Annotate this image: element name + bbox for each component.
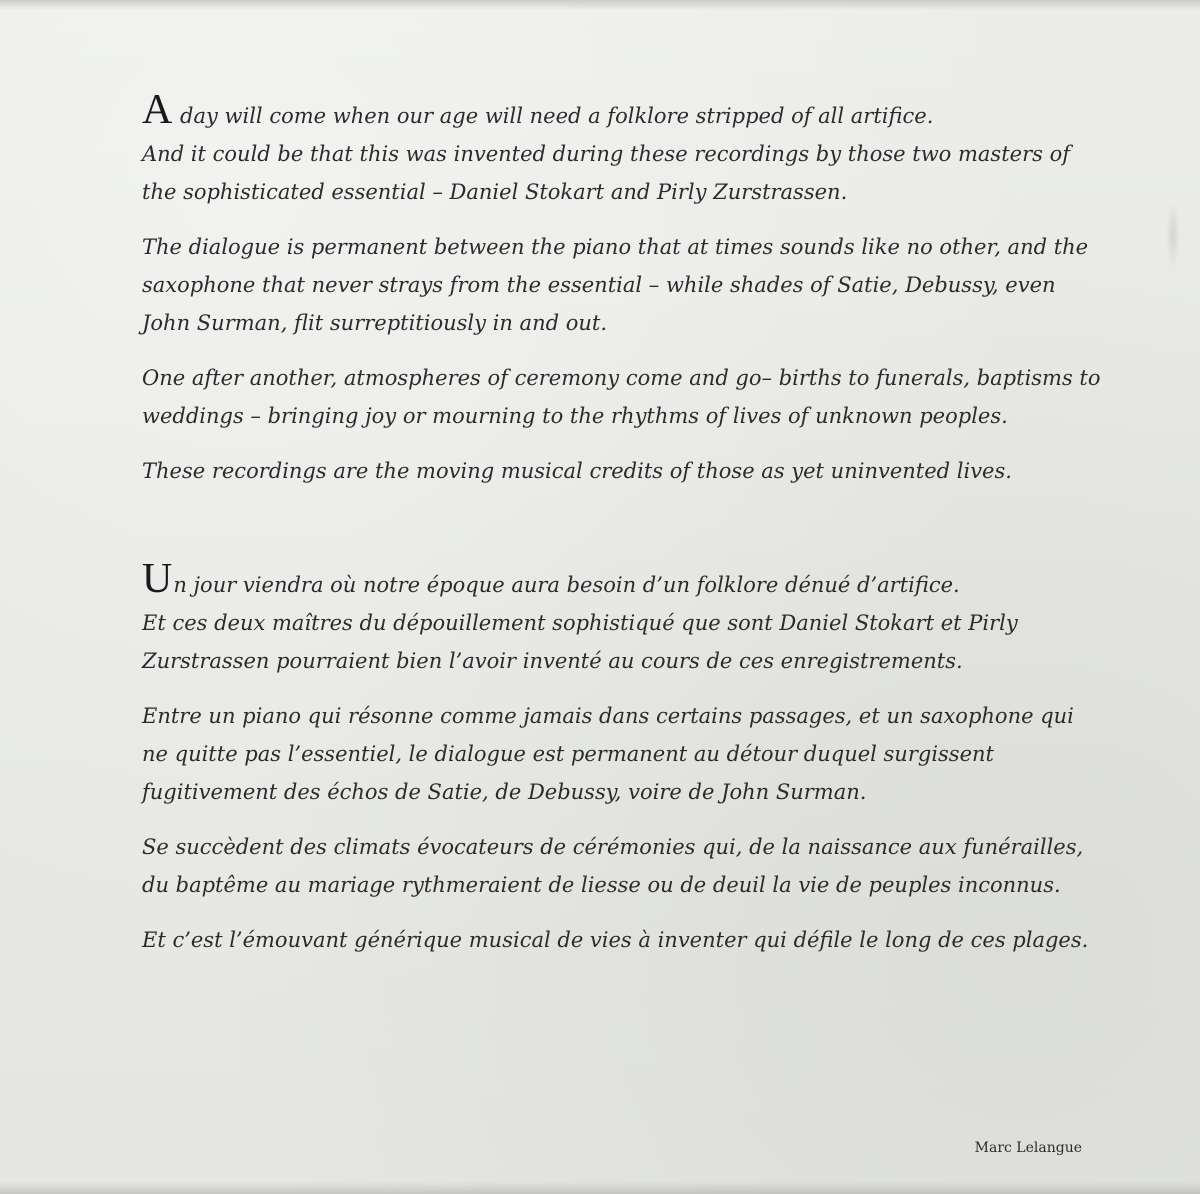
english-paragraph-1 [142, 87, 1102, 211]
french-paragraph-3: Se succèdent des climats évocateurs de cérémonies qui, de la naissance aux funérailles, du baptême au mariage rythmeraient de liesse ou de deuil la vie de peuples inconnus. [142, 835, 1084, 897]
english-section [142, 87, 1102, 490]
page-bottom-edge [0, 1182, 1200, 1194]
liner-notes-text [142, 87, 1102, 976]
paper-crease [1166, 200, 1180, 270]
english-paragraph-3: One after another, atmospheres of ceremony come and go– births to funerals, baptisms to weddings – bringing joy or mourning to the rhythms of lives of unknown peoples. [142, 366, 1101, 428]
french-drop-cap: U [142, 556, 173, 602]
french-paragraph-1 [142, 556, 1102, 680]
french-paragraph-1-text: n jour viendra où notre époque aura besoin d’un folklore dénué d’artifice. Et ces deux maîtres du dépouillement sophistiqué que sont Daniel Stokart et Pirly Zurstrassen pourraient bien l’avoir inventé au cours de ces enregistrements. [142, 573, 1018, 673]
english-paragraph-4: These recordings are the moving musical credits of those as yet uninvented lives. [142, 459, 1012, 483]
french-section [142, 556, 1102, 959]
english-drop-cap: A [142, 87, 173, 133]
author-signature: Marc Lelangue [974, 1140, 1082, 1156]
french-paragraph-2: Entre un piano qui résonne comme jamais dans certains passages, et un saxophone qui ne quitte pas l’essentiel, le dialogue est permanent au détour duquel surgissent fugitivement des échos de Satie, de Debussy, voire de John Surman. [142, 704, 1074, 804]
english-paragraph-1-text: day will come when our age will need a folklore stripped of all artifice. And it could be that this was invented during these recordings by those two masters of the sophisticated essential – Daniel Stokart and Pirly Zurstrassen. [142, 104, 1070, 204]
french-paragraph-4: Et c’est l’émouvant générique musical de vies à inventer qui défile le long de ces plages. [142, 928, 1089, 952]
english-paragraph-2: The dialogue is permanent between the piano that at times sounds like no other, and the saxophone that never strays from the essential – while shades of Satie, Debussy, even John Surman, flit surreptitiously in and out. [142, 235, 1089, 335]
page-top-edge [0, 0, 1200, 10]
